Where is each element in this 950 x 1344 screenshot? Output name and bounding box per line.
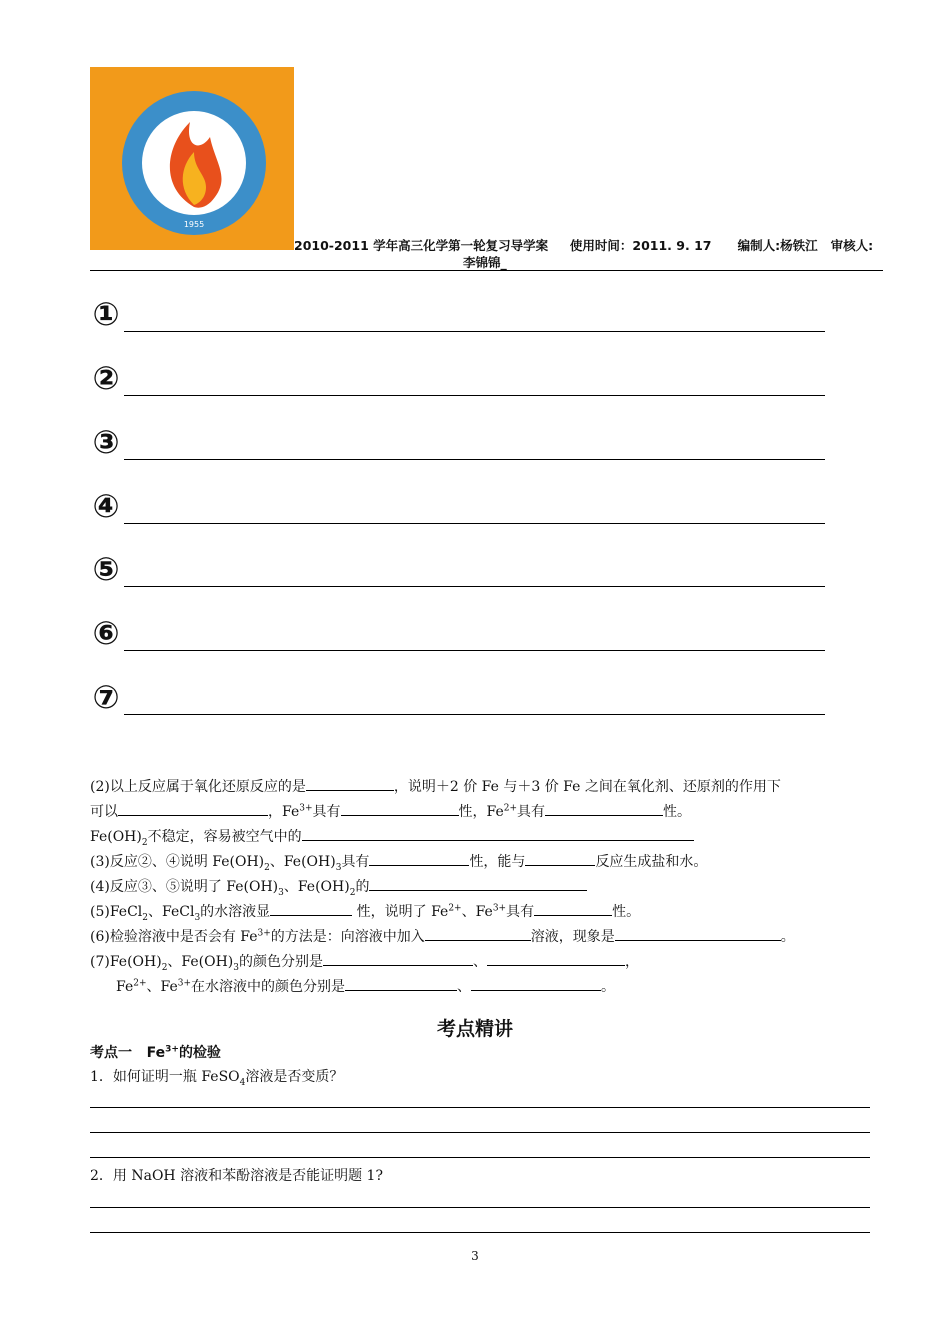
key-point-1-heading: 考点一 $Fe^{3+}$的检验 (90, 1044, 221, 1061)
write-line[interactable] (124, 714, 825, 715)
question-2-line-1: (2)以上反应属于氧化还原反应的是 ，说明＋2 价 Fe 与＋3 价 Fe 之间在氧化剂、还原剂的作用下 (90, 776, 781, 796)
answer-blank[interactable] (487, 951, 625, 966)
answer-blank[interactable] (369, 851, 469, 866)
answer-line[interactable] (90, 1207, 870, 1208)
editor: 编制人:杨铁江 (737, 238, 818, 253)
section-title: 考点精讲 (436, 1018, 513, 1040)
circled-number: ④ (92, 487, 120, 525)
answer-blank[interactable] (369, 876, 587, 891)
circled-number: ② (92, 359, 120, 397)
usage-time: 使用时间：2011. 9. 17 (569, 238, 712, 253)
blank-line-4 (90, 487, 830, 534)
write-line[interactable] (124, 459, 825, 460)
answer-line[interactable] (90, 1157, 870, 1158)
problem-2: 2．用 NaOH 溶液和苯酚溶液是否能证明题 1? (90, 1168, 383, 1184)
answer-line[interactable] (90, 1107, 870, 1108)
answer-blank[interactable] (525, 851, 595, 866)
write-line[interactable] (124, 331, 825, 332)
logo-year: 1955 (183, 220, 205, 229)
answer-blank[interactable] (341, 801, 459, 816)
question-2-line-2: 可以 ，$Fe^{3+}$具有 性，$Fe^{2+}$具有 性。 (90, 801, 691, 821)
school-logo (90, 67, 294, 250)
answer-blank[interactable] (270, 901, 352, 916)
question-5: (5)FeCl$_2$、FeCl$_3$的水溶液显 性，说明了 $Fe^{2+}$、$Fe^{3+}$具有 性。 (90, 901, 640, 921)
blank-line-7 (90, 678, 830, 725)
circled-number: ⑥ (92, 614, 120, 652)
answer-blank[interactable] (345, 976, 457, 991)
question-2-line-3: $Fe(OH)_2$不稳定，容易被空气中的 (90, 826, 694, 846)
answer-blank[interactable] (545, 801, 663, 816)
question-4: (4)反应③、⑤说明了 $Fe(OH)_3$、$Fe(OH)_2$的 (90, 876, 587, 896)
answer-blank[interactable] (302, 826, 694, 841)
doc-title: 2010-2011 学年高三化学第一轮复习导学案 (294, 238, 549, 253)
header-line (294, 238, 894, 254)
write-line[interactable] (124, 395, 825, 396)
question-3: (3)反应②、④说明 $Fe(OH)_2$、$Fe(OH)_3$具有 性，能与 反应生成盐和水。 (90, 851, 707, 871)
answer-blank[interactable] (118, 801, 268, 816)
write-line[interactable] (124, 650, 825, 651)
answer-blank[interactable] (615, 926, 781, 941)
question-6: (6)检验溶液中是否会有 $Fe^{3+}$的方法是：向溶液中加入 溶液，现象是 。 (90, 926, 795, 946)
answer-blank[interactable] (425, 926, 531, 941)
answer-blank[interactable] (323, 951, 473, 966)
circled-number: ⑤ (92, 550, 120, 588)
question-7-line-2: $Fe^{2+}$、$Fe^{3+}$在水溶液中的颜色分别是 、 。 (116, 976, 615, 996)
page-number: 3 (471, 1249, 479, 1263)
answer-blank[interactable] (471, 976, 601, 991)
circled-number: ⑦ (92, 678, 120, 716)
question-7-line-1: $(7)Fe(OH)_2$、$Fe(OH)_3$的颜色分别是 、 ， (90, 951, 639, 971)
problem-1: 1．如何证明一瓶 FeSO$_4$溶液是否变质？ (90, 1069, 344, 1088)
answer-blank[interactable] (306, 776, 394, 791)
blank-line-5 (90, 550, 830, 597)
write-line[interactable] (124, 586, 825, 587)
circled-number: ① (92, 295, 120, 333)
reviewer-name: 李锦锦_ (463, 255, 507, 270)
blank-line-1 (90, 295, 830, 342)
answer-line[interactable] (90, 1232, 870, 1233)
blank-line-2 (90, 359, 830, 406)
answer-blank[interactable] (534, 901, 612, 916)
circled-number: ③ (92, 423, 120, 461)
blank-line-3 (90, 423, 830, 470)
header-rule (90, 270, 883, 271)
write-line[interactable] (124, 523, 825, 524)
blank-line-6 (90, 614, 830, 661)
reviewer-label: 审核人: (830, 238, 874, 253)
answer-line[interactable] (90, 1132, 870, 1133)
